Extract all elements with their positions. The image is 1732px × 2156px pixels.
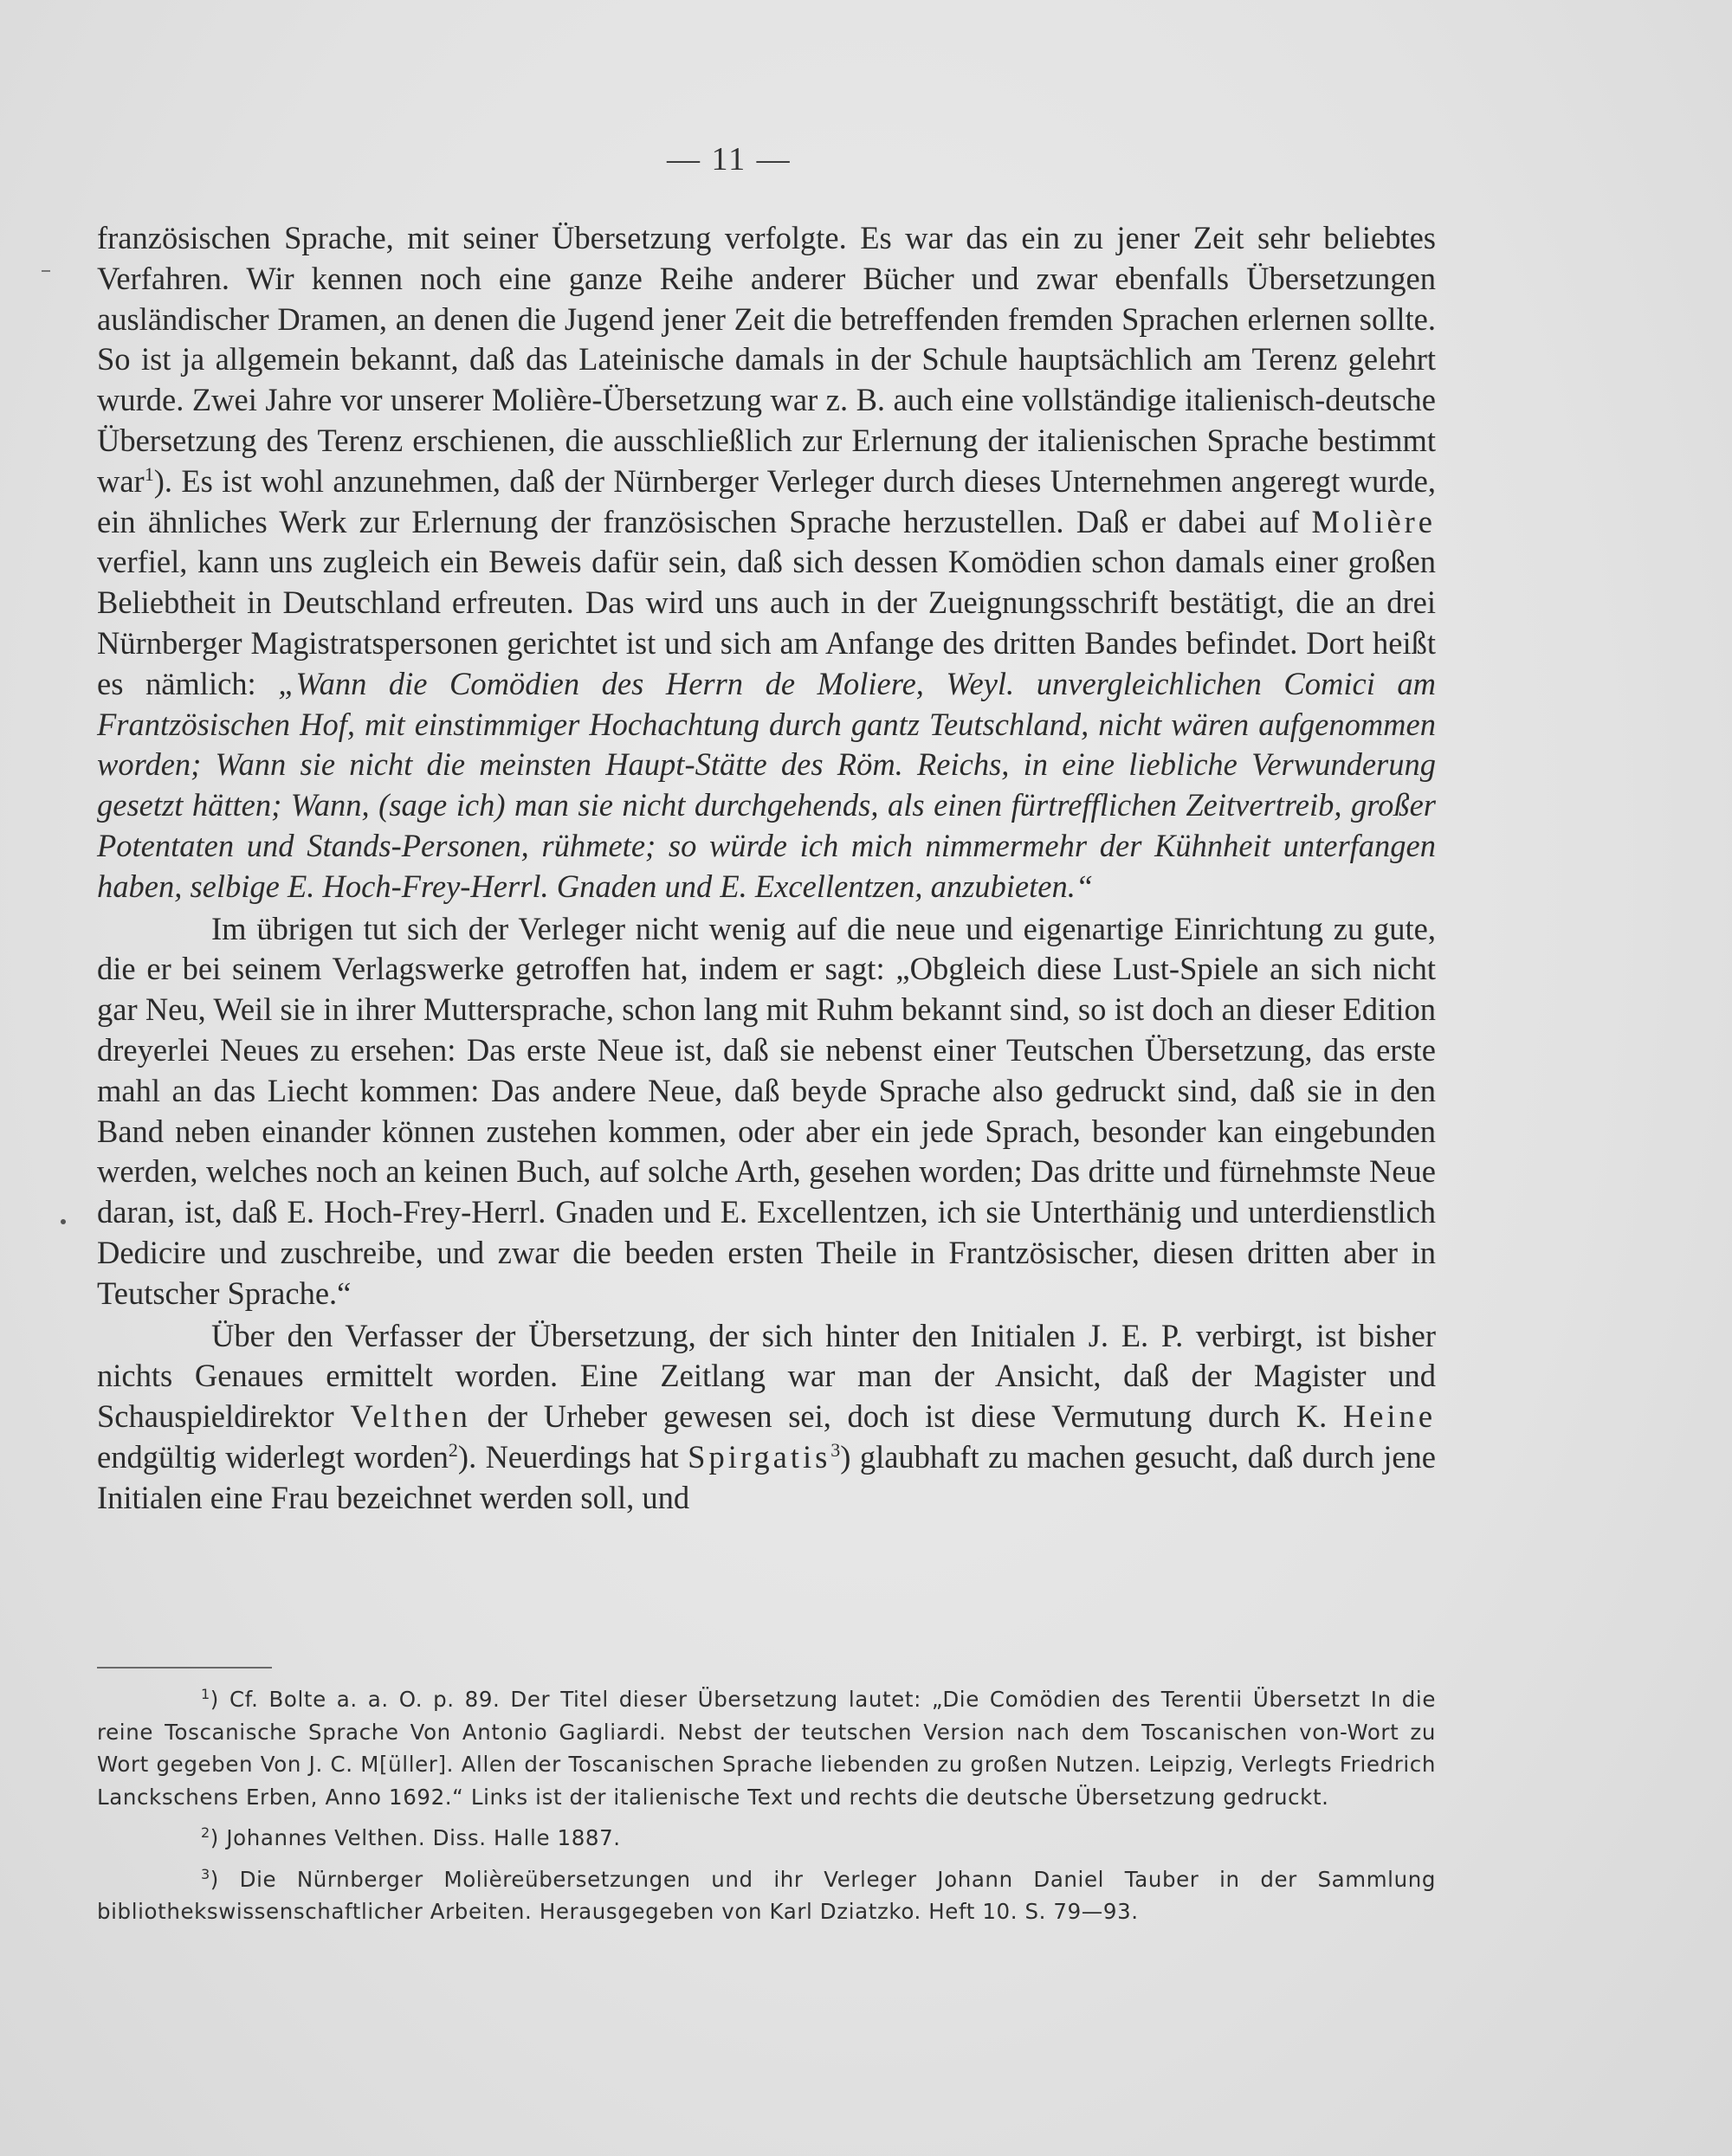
paragraph-1-text-a: französischen Sprache, mit seiner Übersetzung verfolgte. Es war das ein zu jener Zeit sehr beliebtes Verfahren. Wir kennen noch eine ganze Reihe anderer Bücher und zwar ebenfalls Übersetzungen ausländischer Dramen, an denen die Jugend jener Zeit die betreffenden fremden Sprachen erlernen sollte. So ist ja allgemein bekannt, daß das Lateinische damals in der Schule hauptsächlich am Terenz gelehrt wurde. Zwei Jahre vor unserer Molière-Übersetzung war z. B. auch eine vollständige italienisch-deutsche Übersetzung des Terenz erschienen, die ausschließlich zur Erlernung der italienischen Sprache bestimmt war: [97, 220, 1436, 499]
paragraph-1-text-c: verfiel, kann uns zugleich ein Beweis dafür sein, daß sich dessen Komödien schon damals einer großen Beliebtheit in Deutschland erfreuten. Das wird uns auch in der Zueignungsschrift bestätigt, die an drei Nürnberger Magistratspersonen gerichtet ist und sich am Anfange des dritten Bandes befindet. Dort heißt es nämlich:: [97, 544, 1436, 701]
footnote-rule: [97, 1667, 272, 1669]
footnote-1: [97, 1683, 1436, 1813]
footnote-ref-2: 2: [448, 1438, 458, 1461]
footnote-3-marker: 3: [201, 1865, 210, 1882]
paragraph-3-text-c: endgültig widerlegt worden: [97, 1438, 449, 1475]
paragraph-3-text-b: der Urheber gewesen sei, doch ist diese Vermutung durch K.: [487, 1398, 1328, 1435]
footnote-ref-3: 3: [830, 1438, 841, 1461]
paragraph-1: [97, 218, 1436, 907]
name-spirgatis: Spirgatis: [688, 1438, 831, 1475]
footnote-2-text: ) Johannes Velthen. Diss. Halle 1887.: [210, 1825, 621, 1850]
name-velthen: Velthen: [350, 1398, 471, 1435]
footnote-3: [97, 1863, 1436, 1928]
page-number: — 11 —: [667, 141, 792, 178]
name-moliere: Molière: [1311, 503, 1437, 539]
footnote-1-text: ) Cf. Bolte a. a. O. p. 89. Der Titel dieser Übersetzung lautet: „Die Comödien des Terentii Übersetzt In die reine Toscanische Sprache Von Antonio Gagliardi. Nebst der teutschen Version nach dem Toscanischen von-Wort zu Wort gegeben Von J. C. M[üller]. Allen der Toscanischen Sprache liebenden zu großen Nutzen. Leipzig, Verlegts Friedrich Lanckschens Erben, Anno 1692.“ Links ist der italienische Text und rechts die deutsche Übersetzung gedruckt.: [97, 1687, 1436, 1810]
footnote-2: [97, 1822, 1436, 1855]
footnote-ref-1: 1: [144, 462, 154, 485]
name-heine: Heine: [1342, 1398, 1437, 1435]
footnote-1-marker: 1: [201, 1685, 210, 1702]
paragraph-3: [97, 1316, 1436, 1519]
margin-dot: [61, 1219, 66, 1224]
paragraph-1-text-b: ). Es ist wohl anzunehmen, daß der Nürnberger Verleger durch dieses Unternehmen angeregt wurde, ein ähnliches Werk zur Erlernung der französischen Sprache herzustellen. Daß er dabei auf: [97, 462, 1436, 539]
dedication-quote: „Wann die Comödien des Herrn de Moliere, Weyl. unvergleichlichen Comici am Frantzösischen Hof, mit einstimmiger Hochachtung durch gantz Teutschland, nicht wären aufgenommen worden; Wann sie nicht die meinsten Haupt-Stätte des Röm. Reichs, in eine liebliche Verwunderung gesetzt hätten; Wann, (sage ich) man sie nicht durchgehends, als einen fürtrefflichen Zeitvertreib, großer Potentaten und Stands-Personen, rühmete; so würde ich mich nimmermehr der Kühnheit unterfangen haben, selbige E. Hoch-Frey-Herrl. Gnaden und E. Excellentzen, anzubieten.“: [97, 665, 1437, 904]
margin-speck: [42, 270, 50, 272]
paragraph-3-text-e: ) glaubhaft zu machen gesucht, daß durch jene Initialen eine Frau bezeichnet werden soll, und: [97, 1438, 1437, 1515]
footnotes: [97, 1683, 1436, 1937]
footnote-2-marker: 2: [201, 1824, 210, 1841]
footnote-3-text: ) Die Nürnberger Molièreübersetzungen und ihr Verleger Johann Daniel Tauber in der Sammlung bibliothekswissenschaftlicher Arbeiten. Herausgegeben von Karl Dziatzko. Heft 10. S. 79—93.: [97, 1866, 1436, 1924]
body-text: [97, 218, 1436, 1519]
paragraph-3-text-a: Über den Verfasser der Übersetzung, der sich hinter den Initialen J. E. P. verbirgt, ist bisher nichts Genaues ermittelt worden. Eine Zeitlang war man der Ansicht, daß der Magister und Schauspieldirektor: [97, 1317, 1436, 1435]
paragraph-3-text-d: ). Neuerdings hat: [457, 1438, 679, 1475]
paragraph-2: Im übrigen tut sich der Verleger nicht wenig auf die neue und eigenartige Einrichtung zu gute, die er bei seinem Verlagswerke getroffen hat, indem er sagt: „Obgleich diese Lust-Spiele an sich nicht gar Neu, Weil sie in ihrer Muttersprache, schon lang mit Ruhm bekannt sind, so ist doch an dieser Edition dreyerlei Neues zu ersehen: Das erste Neue ist, daß sie nebenst einer Teutschen Übersetzung, das erste mahl an das Liecht kommen: Das andere Neue, daß beyde Sprache also gedruckt sind, daß sie in den Band neben einander können zustehen kommen, oder aber ein jede Sprach, besonder kan eingebunden werden, welches noch an keinen Buch, auf solche Arth, gesehen worden; Das dritte und fürnehmste Neue daran, ist, daß E. Hoch-Frey-Herrl. Gnaden und E. Excellentzen, ich sie Unterthänig und unterdienstlich Dedicire und zuschreibe, und zwar die beeden ersten Theile in Frantzösischer, diesen dritten aber in Teutscher Sprache.“: [97, 910, 1436, 1311]
